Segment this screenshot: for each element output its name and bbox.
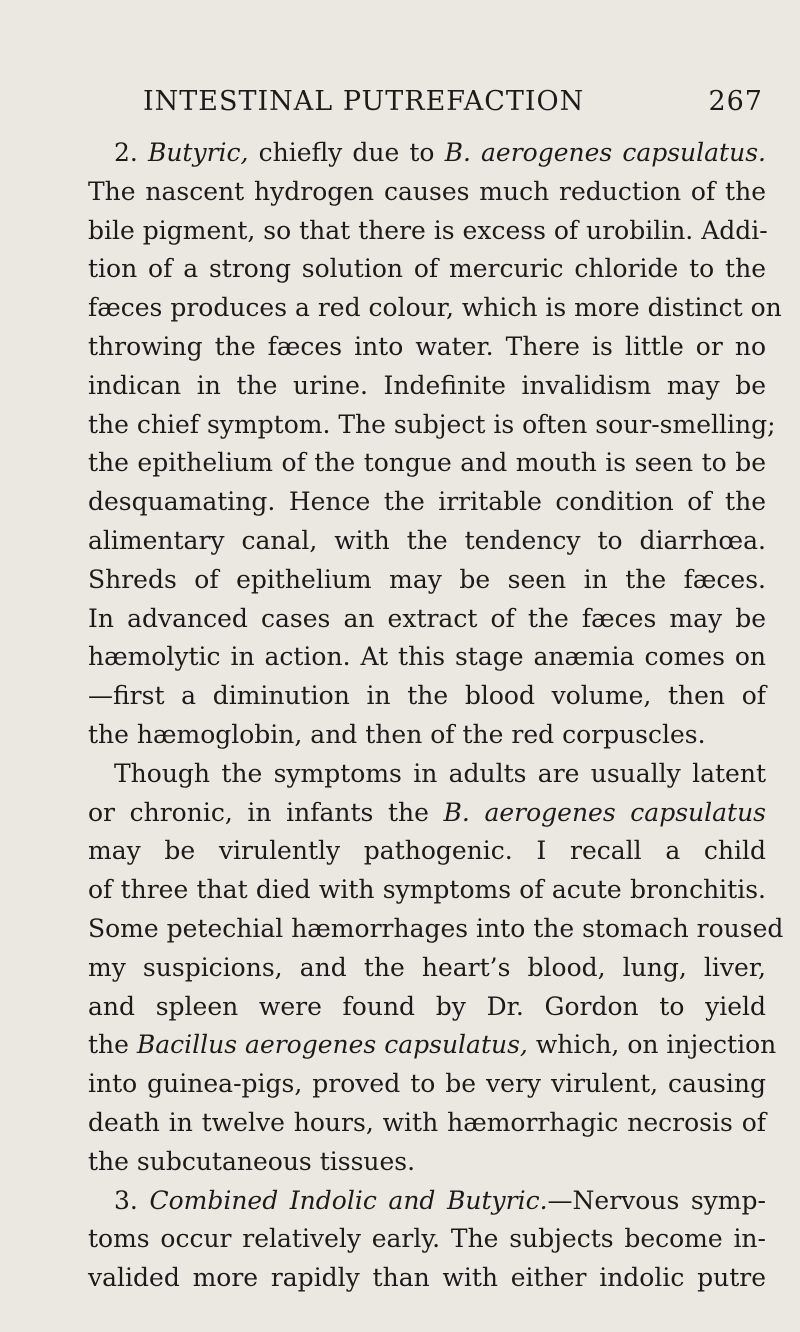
- text-run: into guinea-pigs, proved to be very virulent, causing: [88, 1069, 766, 1099]
- text-run: toms occur relatively early. The subjects become in-: [88, 1224, 766, 1254]
- text-line: [88, 1182, 766, 1221]
- text-line: [88, 988, 766, 1027]
- text-line: [88, 1259, 766, 1298]
- text-run: The nascent hydrogen causes much reduction of the: [88, 176, 766, 206]
- text-line: [88, 871, 766, 910]
- text-run: fæces produces a red colour, which is more distinct on: [88, 293, 782, 323]
- text-line: [88, 406, 776, 445]
- text-run: the: [88, 1030, 137, 1060]
- page-number: 267: [708, 86, 763, 117]
- text-run: alimentary canal, with the tendency to diarrhœa.: [88, 525, 766, 555]
- text-line: [88, 832, 766, 871]
- text-line: [88, 483, 766, 522]
- text-run: of three that died with symptoms of acute bronchitis.: [88, 875, 766, 905]
- text-line: [88, 289, 782, 328]
- text-run: the subcutaneous tissues.: [88, 1146, 416, 1176]
- text-run: bile pigment, so that there is excess of urobilin. Addi-: [88, 215, 768, 245]
- text-run: valided more rapidly than with either indolic putre: [88, 1263, 766, 1293]
- text-run: or chronic, in infants the: [88, 797, 444, 827]
- text-run: the chief symptom. The subject is often sour-smelling;: [88, 409, 776, 439]
- text-line: [88, 794, 766, 833]
- text-run: may be virulently pathogenic. I recall a child: [88, 836, 766, 866]
- italic-text: Butyric,: [147, 138, 249, 167]
- text-line: [88, 522, 766, 561]
- text-run: desquamating. Hence the irritable condition of the: [88, 487, 766, 517]
- text-line: [88, 949, 766, 988]
- text-line: [88, 716, 766, 755]
- text-line: [88, 1220, 766, 1259]
- text-run: and spleen were found by Dr. Gordon to yield: [88, 991, 766, 1021]
- text-line: [88, 1026, 777, 1065]
- italic-text: Combined Indolic and Butyric.: [149, 1185, 548, 1215]
- text-line: [88, 600, 766, 639]
- text-line: [88, 1104, 766, 1143]
- text-run: In advanced cases an extract of the fæces may be: [88, 603, 766, 633]
- text-run: Though the symptoms in adults are usually latent: [114, 758, 766, 788]
- text-run: which, on injection: [527, 1030, 777, 1060]
- text-run: indican in the urine. Indefinite invalidism may be: [88, 370, 766, 400]
- text-line: [88, 677, 766, 716]
- body-text: [88, 134, 784, 1298]
- text-run: hæmolytic in action. At this stage anæmia comes on: [88, 642, 766, 672]
- text-run: Some petechial hæmorrhages into the stomach roused: [88, 913, 784, 943]
- text-run: throwing the fæces into water. There is little or no: [88, 331, 766, 361]
- text-line: [88, 755, 766, 794]
- text-run: the epithelium of the tongue and mouth is seen to be: [88, 448, 766, 478]
- text-line: [88, 444, 766, 483]
- text-line: [88, 1143, 766, 1182]
- text-run: —Nervous symp-: [547, 1185, 766, 1215]
- text-run: chiefly due to: [248, 138, 445, 167]
- text-run: 2.: [114, 138, 148, 167]
- text-line: [88, 910, 784, 949]
- text-run: —first a diminution in the blood volume, then of: [88, 681, 766, 711]
- text-line: [88, 173, 766, 212]
- running-head: [143, 86, 763, 126]
- text-run: tion of a strong solution of mercuric chloride to the: [88, 254, 766, 284]
- text-line: [88, 134, 766, 173]
- text-line: [88, 638, 766, 677]
- text-line: [88, 250, 766, 289]
- text-line: [88, 561, 766, 600]
- text-run: my suspicions, and the heart’s blood, lung, liver,: [88, 952, 766, 982]
- text-line: [88, 367, 766, 406]
- text-run: the hæmoglobin, and then of the red corpuscles.: [88, 719, 706, 749]
- text-line: [88, 328, 766, 367]
- running-head-title: INTESTINAL PUTREFACTION: [143, 86, 585, 117]
- text-run: death in twelve hours, with hæmorrhagic necrosis of: [88, 1107, 766, 1137]
- italic-text: B. aerogenes capsulatus: [443, 797, 767, 827]
- text-line: [88, 1065, 766, 1104]
- text-run: 3.: [114, 1185, 150, 1215]
- italic-text: Bacillus aerogenes capsulatus,: [136, 1030, 528, 1060]
- italic-text: B. aerogenes capsulatus.: [444, 138, 766, 167]
- text-run: Shreds of epithelium may be seen in the fæces.: [88, 564, 766, 594]
- text-line: [88, 212, 766, 251]
